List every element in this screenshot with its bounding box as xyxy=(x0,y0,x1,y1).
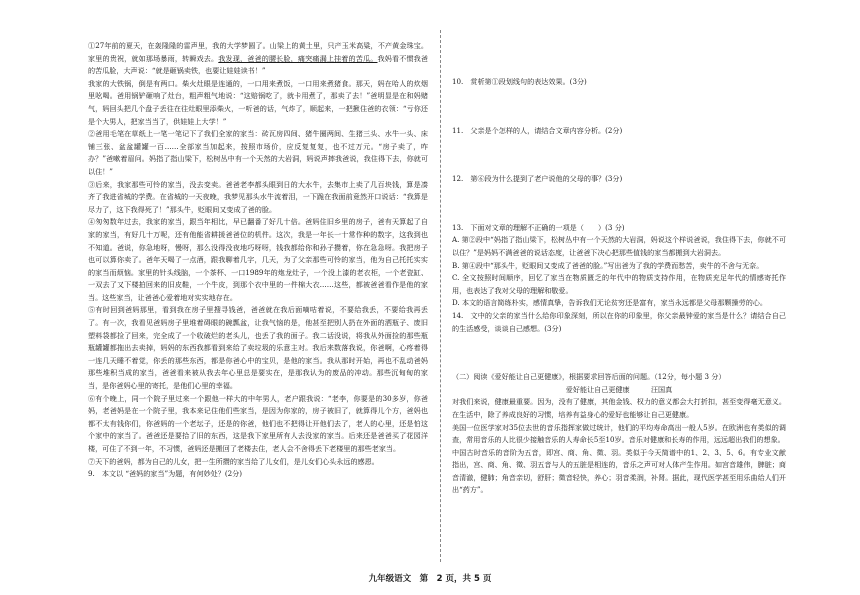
paragraph-1-text: ①27年前的夏天，在轰隆隆的雷声里，我的大学梦圆了。山梁上的黄土里，只产玉米高粱，不产黄金珠宝。家里的贵祝，就如那场暴雨，转瞬戏去。 xyxy=(88,41,428,63)
article-paragraph-2: 美国一位医学家对35位去世的音乐指挥家做过统计，他们的平均寿命高出一般人5岁。在欧洲也有类似的调查，常用音乐的人比很少接触音乐的人寿命长5至10岁。音乐对健康和长寿的作用，远远超出我们的想象。 xyxy=(452,422,786,445)
paragraph-5: ④匆匆数年过去，我家的家当，跟当年相比，早已翻番了好几十倍。爸妈住旧乡里的房子，爸有天算起了自家的家当，有好几十万呢，还有他能省耕援爸爸位的机件。这次，我是一年长一十常作种的数字，这我到也不知道。爸说，你急地呀，慢呀，那么没得没夜地巧呀呀，钱我都给你和孙子攒着，你在急急呀。我把房子也可以算你卖了。爸年天喝了一点酒，跟我聊着几字，几天，为了父亲那些可怜的家当，他为自己托托实实的家当而烦恼。家里的针头线脑，一个茶杯、一口1989年的炮龙灶子，一个没上漆的老衣柜，一个老瓷缸、一双去了又下楼拍回来的旧皮鞋，一个牛皮，到那个衣中里的一件棉大衣……这些，都被爸爸看作是他的家当。这些家当，让爸爸心爱着地对实实地存在。 xyxy=(88,217,428,302)
article-title: 爱好能让自己更健康 xyxy=(565,384,630,394)
underlined-sentence: 我发现，爸爸的腰长脸，痛突痛漏上挂着的苦瓜。 xyxy=(218,53,378,63)
question-14: 14. 文中的父亲的家当什么给你印象深刻，所以在你的印象里，你父亲最钟爱的家当是什么？请结合自己的生活感受，谈谈自己感想。(3分) xyxy=(452,310,786,333)
section-2-heading: （二）阅读《爱好能让自己更健康》，根据要求回答后面的问题。（12分，每小题 3 分） xyxy=(452,372,726,382)
paragraph-8: ⑦天下的爸妈，都为自己的儿女，把一生所攒的家当给了儿女们，是儿女们心头永远的感恩。 xyxy=(88,456,379,466)
question-13-option-c: C. 全文按照时间顺序，回忆了家当在物质匮乏的年代中的物质支持作用，在物质充足年代的情感寄托作用，也表达了我对父母的理解和敬爱。 xyxy=(452,273,786,295)
paragraph-3: ②爸用毛笔在草纸上一笔一笔记下了我们全家的家当：砖瓦房四间、猪牛圈两间、生猪三头、水牛一头、床铺三张、盆盆罐罐一百……全部家当加起来，按照市场价，应反复复复，也不过万元。“房子卖了，咋办？”爸嗽着眉问。妈指了指山梁下，松树丛中有一个天然的大岩洞，妈说声摔我爸说，我住得下去，你就可以住！” xyxy=(88,129,428,176)
paragraph-7: ⑥有个晚上，同一个院子里过来一个跟他一样大的中年男人，老户跟我说：“老李，你要是的30多岁，你爸妈，老爸妈是在一个院子里，我本来记住他们些家当，是因为你家的，房子被旧了，就算得儿个方，爸妈也都不太有钱你们，你爸妈的一个老坛子，还是的你爸，他们也不把得让开他们去了，老人的心里，还是怕这个家中的家当了。爸爸还是要拾了旧的东西，这是我下家里所有人去没家的家当。后来还是爸爸买了花园洋楼，可住了不到一年，不习惯，爸妈还是搬回了老楼去住，老人会不舍得丢下老楼里的那些老家当。 xyxy=(88,393,428,453)
paragraph-4: ③后来，我家那些可怜的家当，没去变卖。爸爸老李都头眼到日的大水牛，去集市上卖了几百块钱，算是凑齐了我进省城的学费。在省城的一天夜晚，我梦见那头水牛流着泪，一下跪在我面前竟然开口说话：“我算是尽力了，这下我得死了！”那头牛，贬眼间又变成了爸的脸。 xyxy=(88,179,428,214)
right-column xyxy=(452,40,786,497)
question-11: 11. 父亲是个怎样的人，请结合文章内容分析。(2分) xyxy=(452,125,623,135)
question-13-option-a: A. 第②段中“妈指了指山梁下，松树丛中有一个天然的大岩洞，妈说这个样说爸说，我住得下去，你就不可以住？”是妈妈不满爸爸的说话态度，让爸爸下决心把那些值钱的家当都搬到大岩洞去。 xyxy=(452,235,786,257)
paragraph-6: ⑤有时回到爸妈那里，看到我在房子里搜寻钱爸，爸爸就在我后面嘀咕着说，不要给我丢，不要给我再丢了。有一次，我看见爸妈房子里堆着碍眼的碗瓢盆，让我气恼的是，他甚至把别人扔在外面的洒瓶子、废旧塑料袋都捡了回来，完全成了一个收破烂的老头儿，也丢了我的面子。我二话没说，将我从外面捡的那些瓶瓶罐罐都拖出去卖掉，妈妈的东西我都看到来给了卖垃圾的乐意主对。我后来数落我说，你爸啊，心疼着得一连几天睡不着觉，你丢的那些东西，都是你爸心中的宝贝，是他的家当。我从那时开始，再也不乱动爸妈那些堆积当成的家当，爸爸看来被从我去年心里总是要实在，是那我认为的废品的冲动。那些沉甸甸的家当，是你爸妈心里的寄托，是他们心里的幸福。 xyxy=(88,305,428,391)
paragraph-1 xyxy=(88,40,428,78)
question-9: 9. 本文以 “爸妈的家当”为题，有何妙处？(2分) xyxy=(88,469,243,479)
question-10: 10. 赏析第①段划线句的表达效果。(3分) xyxy=(452,77,587,86)
paragraph-2: 我家的大铁锅，倒是有两口。柴火灶眼是连通的，一口用来煮饭，一口用来煮猪食。那天，妈在哈人的炊烟里吆喝。爸用锅铲砸响了灶台，粗声粗气地说：“这赔锅吃了，就卡用煮了，那卖了去！”爸明显是在和妈赌气，妈回头把几个盘子丢往在往灶眼里添柴火，一听爸的话，气炸了，顺起来，一把揪住爸的衣领：“亏你还是个大男人，把家当当了，供娃娃上大学！” xyxy=(88,78,428,126)
question-12: 12. 第⑥段为什么提到了老户说他的父母的事？(3分) xyxy=(452,174,623,184)
column-divider xyxy=(440,30,441,562)
left-column xyxy=(88,40,428,481)
question-13-option-b: B. 第④段中“那头牛，贬眼间又变成了爸爸的脸。”写出爸为了我的学费而愁苦，卖牛的不舍与无奈。 xyxy=(452,260,764,270)
article-author: 汪国真 xyxy=(650,384,673,394)
article-title-line xyxy=(452,384,786,397)
article-paragraph-1: 对我们来说，健康最重要。因为，没有了健康，其他金钱、权力的意义都会大打折扣，甚至变得毫无意义。在生活中，除了养成良好的习惯，培养有益身心的爱好也能够让自己更健康。 xyxy=(452,397,786,419)
page-footer: 九年级语文 第 2 页，共 5 页 xyxy=(368,574,492,584)
question-13: 13. 下面对文章的理解不正确的一项是（ ）(3 分) xyxy=(452,222,625,232)
article-paragraph-3: 中国古时音乐的音阶为五音，即宫、商、角、徵、羽。类似于今天简谱中的1、2、3、5、6。有专业文献指出，宫、商、角、徵、羽五音与人的五脏是相连的，音乐之声可对人体产生作用。如宫音雄伟，脾脏；商音清澈，健肺；角音亲切，舒肝；徵音轻快，养心；羽音柔润，补肾。据此，现代医学甚至用乐曲给人们开出“药方”。 xyxy=(452,447,786,495)
question-13-option-d: D. 本文的语言简练朴实，感情真挚，告诉我们无论贫穷还是富有，家当永远都是父母那颗操劳的心。 xyxy=(452,298,767,308)
paragraph-1-tail: 我妈看不惯我爸的苦瓜脸，大声说：“就是砸锅卖铁，也要让娃娃读书！” xyxy=(88,53,429,76)
